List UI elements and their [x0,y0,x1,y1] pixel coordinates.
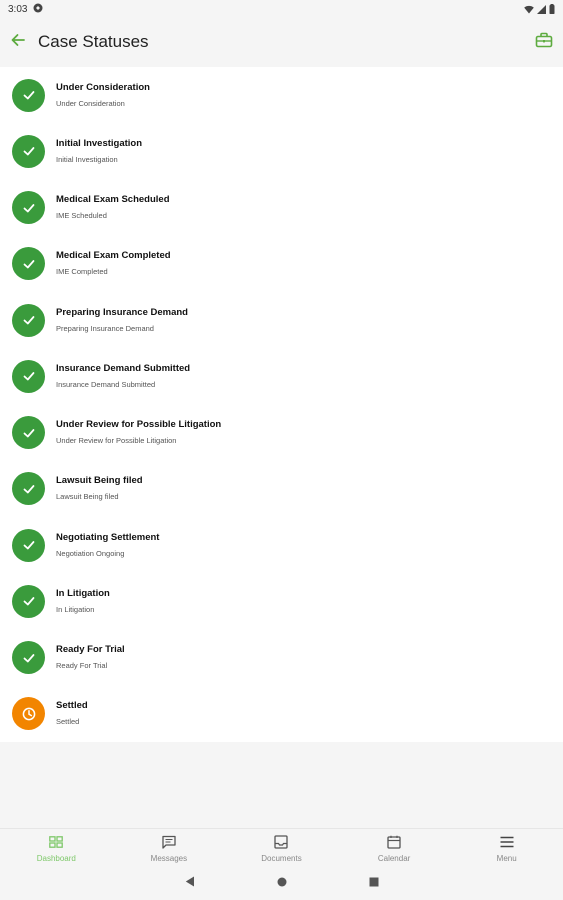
status-title: Under Consideration [56,81,150,93]
nav-calendar[interactable] [338,829,451,868]
check-icon [21,650,37,666]
page-title: Case Statuses [38,32,149,51]
status-text [56,532,159,559]
status-title: Medical Exam Completed [56,250,171,262]
nav-dashboard[interactable] [0,829,113,868]
status-subtitle: Initial Investigation [56,154,118,164]
status-subtitle: Insurance Demand Submitted [56,379,156,389]
status-complete-badge [12,360,45,393]
bottom-navigation [0,828,563,868]
check-icon [21,425,37,441]
system-recents-button[interactable] [367,876,381,890]
status-subtitle: IME Scheduled [56,211,107,221]
nav-documents[interactable] [225,829,338,868]
status-title: Settled [56,700,88,712]
status-text [56,363,190,390]
check-icon [21,537,37,553]
status-title: Preparing Insurance Demand [56,306,188,318]
check-icon [21,593,37,609]
status-complete-badge [12,529,45,562]
status-item[interactable] [0,180,563,236]
status-text [56,419,221,446]
arrow-left-icon [10,32,26,53]
status-title: In Litigation [56,587,110,599]
status-bar [0,0,563,18]
status-item[interactable] [0,461,563,517]
status-text [56,475,143,502]
app-bar [0,18,563,66]
nav-dashboard-label: Dashboard [36,854,76,863]
status-complete-badge [12,135,45,168]
status-subtitle: Settled [56,717,80,727]
inbox-icon [273,834,289,850]
status-subtitle: Under Review for Possible Litigation [56,436,177,446]
nav-messages[interactable] [113,829,226,868]
dashboard-icon [48,834,64,850]
status-item[interactable] [0,686,563,742]
system-home-button[interactable] [275,876,289,890]
status-subtitle: Preparing Insurance Demand [56,323,154,333]
status-complete-badge [12,585,45,618]
nav-documents-label: Documents [261,854,302,863]
status-title: Insurance Demand Submitted [56,362,191,374]
status-text [56,194,170,221]
circle-home-icon [277,874,287,892]
status-subtitle: IME Completed [56,267,108,277]
system-back-button[interactable] [183,876,197,890]
battery-icon [549,4,555,14]
status-text [56,700,88,727]
clock-icon [21,706,37,722]
status-item[interactable] [0,292,563,348]
nav-menu[interactable] [450,829,563,868]
status-complete-badge [12,472,45,505]
nav-menu-label: Menu [496,854,517,863]
triangle-back-icon [185,874,195,892]
status-complete-badge [12,79,45,112]
check-icon [21,87,37,103]
briefcase-icon [535,32,553,53]
status-item[interactable] [0,517,563,573]
case-button[interactable] [533,31,555,53]
status-item[interactable] [0,348,563,404]
status-text [56,138,142,165]
message-icon [161,834,177,850]
status-subtitle: Lawsuit Being filed [56,492,119,502]
status-complete-badge [12,641,45,674]
status-item[interactable] [0,573,563,629]
status-complete-badge [12,416,45,449]
status-complete-badge [12,247,45,280]
back-button[interactable] [8,32,28,52]
status-text [56,644,125,671]
check-icon [21,368,37,384]
check-icon [21,256,37,272]
status-subtitle: Under Consideration [56,98,125,108]
case-status-list [0,67,563,742]
status-title: Lawsuit Being filed [56,475,143,487]
wifi-icon [524,5,534,14]
status-subtitle: Ready For Trial [56,661,108,671]
status-complete-badge [12,304,45,337]
status-item[interactable] [0,236,563,292]
nav-calendar-label: Calendar [377,854,411,863]
status-complete-badge [12,191,45,224]
check-icon [21,200,37,216]
status-subtitle: In Litigation [56,604,95,614]
signal-icon [537,5,546,14]
status-item[interactable] [0,67,563,123]
status-item[interactable] [0,123,563,179]
status-title: Under Review for Possible Litigation [56,419,222,431]
status-subtitle: Negotiation Ongoing [56,548,125,558]
status-title: Ready For Trial [56,644,125,656]
check-icon [21,143,37,159]
square-recents-icon [369,874,379,892]
check-icon [21,312,37,328]
nav-messages-label: Messages [150,854,188,863]
status-text [56,82,150,109]
calendar-icon [386,834,402,850]
status-item[interactable] [0,405,563,461]
status-title: Initial Investigation [56,137,143,149]
status-title: Negotiating Settlement [56,531,160,543]
status-time: 3:03 [8,3,28,15]
app-notification-icon [33,3,43,16]
check-icon [21,481,37,497]
status-text [56,307,188,334]
status-pending-badge [12,697,45,730]
status-text [56,588,110,615]
system-navigation-bar [0,868,563,900]
status-item[interactable] [0,630,563,686]
hamburger-menu-icon [499,834,515,850]
status-text [56,250,171,277]
status-title: Medical Exam Scheduled [56,194,170,206]
